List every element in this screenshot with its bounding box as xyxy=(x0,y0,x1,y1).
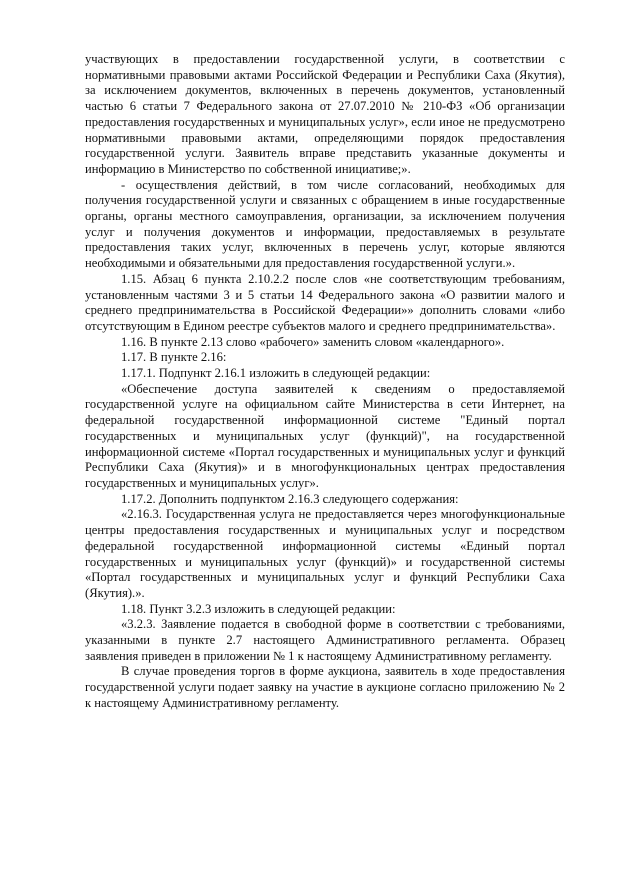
document-page xyxy=(85,52,565,712)
paragraph-1-16: 1.16. В пункте 2.13 слово «рабочего» заменить словом «календарного». xyxy=(121,334,505,349)
paragraph-1-18: 1.18. Пункт 3.2.3 изложить в следующей редакции: xyxy=(121,601,396,616)
paragraph-documents-list-end: участвующих в предоставлении государственной услуги, в соответствии с нормативными правовыми актами Российской Федерации и Республики Саха (Якутия), за исключением документов, включенных в перечень документов, установленный частью 6 статьи 7 Федерального закона от 27.07.2010 № 210-ФЗ «Об организации предоставления государственных и муниципальных услуг», если иное не предусмотрено нормативными правовыми актами, определяющими порядок предоставления государственной услуги. Заявитель вправе представить указанные документы и информацию в Министерство по собственной инициативе;». xyxy=(85,52,565,176)
paragraph-2-16-3-text: «2.16.3. Государственная услуга не предоставляется через многофункциональные центры предоставления государственных и муниципальных услуг и посредством федеральной государственной информационной системы «Единый портал государственных и муниципальных услуг (функций)» и государственной системы «Портал государственных и муниципальных услуг и функций Республики Саха (Якутия).». xyxy=(85,507,565,600)
paragraph-auction: В случае проведения торгов в форме аукциона, заявитель в ходе предоставления государственной услуги подает заявку на участие в аукционе согласно приложению № 2 к настоящему Административному регламенту. xyxy=(85,664,565,710)
paragraph-1-17: 1.17. В пункте 2.16: xyxy=(121,350,227,365)
paragraph-1-15: 1.15. Абзац 6 пункта 2.10.2.2 после слов «не соответствующим требованиям, установленным частями 3 и 5 статьи 14 Федерального закона «О развитии малого и среднего предпринимательства в Российской Федерации»» дополнить словами «либо отсутствующим в Едином реестре субъектов малого и среднего предпринимательства». xyxy=(85,271,565,333)
paragraph-3-2-3-text: «3.2.3. Заявление подается в свободной форме в соответствии с требованиями, указанными в пункте 2.7 настоящего Административного регламента. Образец заявления приведен в приложении № 1 к настоящему Административному регламенту. xyxy=(85,617,565,663)
paragraph-1-17-2: 1.17.2. Дополнить подпунктом 2.16.3 следующего содержания: xyxy=(121,491,459,506)
paragraph-1-17-1: 1.17.1. Подпункт 2.16.1 изложить в следующей редакции: xyxy=(121,366,431,381)
paragraph-2-16-1-text: «Обеспечение доступа заявителей к сведениям о предоставляемой государственной услуге на официальном сайте Министерства в сети Интернет, на федеральной государственной информационной системе "Единый портал государственных и муниципальных услуг (функций)", на государственной информационной системе «Портал государственных и муниципальных услуг и функций Республики Саха (Якутия)» и в многофункциональных центрах предоставления государственных и муниципальных услуг». xyxy=(85,381,565,490)
paragraph-actions-approvals: - осуществления действий, в том числе согласований, необходимых для получения государственной услуги и связанных с обращением в иные государственные органы, органы местного самоуправления, организации, за исключением получения услуг и получения документов и информации, предоставляемых в результате предоставления таких услуг, включенных в перечень услуг, которые являются необходимыми и обязательными для предоставления государственной услуги.». xyxy=(85,177,565,271)
